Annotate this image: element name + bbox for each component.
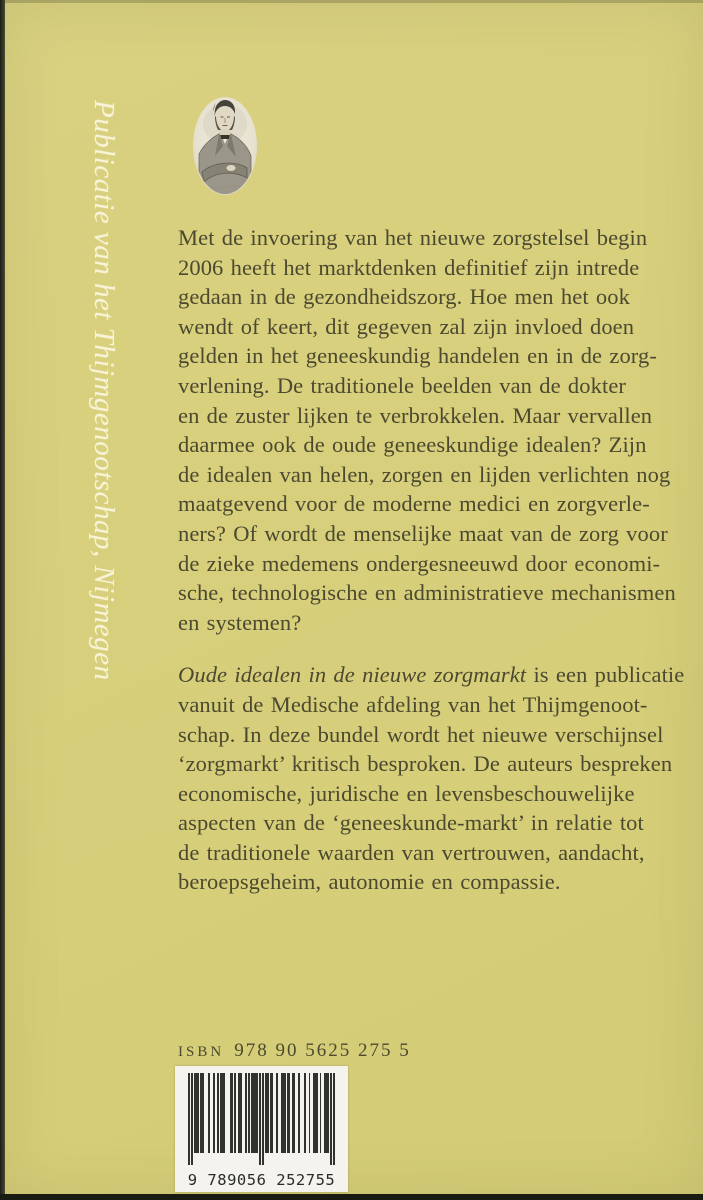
- barcode-bar: [197, 1073, 199, 1153]
- barcode-bar: [256, 1073, 258, 1153]
- barcode-bar: [248, 1073, 250, 1153]
- body-text-line: wendt of keert, dit gegeven zal zijn invloed doen: [178, 313, 635, 339]
- barcode-bar: [241, 1073, 243, 1153]
- body-text-line: vanuit de Medische afdeling van het Thijmgenoot-: [178, 691, 648, 717]
- isbn-label: ISBN: [178, 1044, 225, 1060]
- body-text-line: maatgevend voor de moderne medici en zorgverle-: [178, 491, 650, 517]
- blurb-paragraph-1: [178, 223, 676, 637]
- book-title-italic: Oude idealen in de nieuwe zorgmarkt: [178, 662, 527, 688]
- body-text-line: 2006 heeft het marktdenken definitief zijn intrede: [178, 254, 640, 280]
- barcode-bar: [259, 1073, 261, 1165]
- barcode-bar: [327, 1073, 329, 1153]
- barcode-bar: [188, 1073, 190, 1165]
- barcode: [175, 1066, 348, 1192]
- barcode-bar: [245, 1073, 247, 1153]
- barcode-bars: [188, 1073, 335, 1168]
- barcode-bar: [293, 1073, 295, 1153]
- barcode-bar: [316, 1073, 318, 1153]
- body-text-line: schap. In deze bundel wordt het nieuwe verschijnsel: [178, 721, 664, 747]
- body-text-line: ners? Of wordt de menselijke maat van de zorg voor: [178, 520, 668, 546]
- portrait-engraving-icon: [189, 94, 261, 200]
- barcode-bar: [320, 1073, 322, 1153]
- barcode-bar: [267, 1073, 269, 1153]
- barcode-number: 9 789056 252755: [187, 1171, 336, 1189]
- body-text-fragment: is een publicatie: [526, 662, 685, 688]
- photo-left-edge: [0, 0, 5, 1200]
- barcode-bar: [272, 1073, 274, 1153]
- barcode-bar: [289, 1073, 291, 1153]
- barcode-bar: [191, 1073, 193, 1165]
- barcode-bar: [224, 1073, 226, 1153]
- body-text-line: Met de invoering van het nieuwe zorgstelsel begin: [178, 225, 648, 250]
- body-text-line: gedaan in de gezondheidszorg. Hoe men het ook: [178, 284, 630, 310]
- barcode-bar: [202, 1073, 204, 1153]
- barcode-bar: [330, 1073, 332, 1165]
- barcode-bar: [262, 1073, 264, 1165]
- barcode-bar: [213, 1073, 215, 1153]
- body-text-line: ‘zorgmarkt’ kritisch besproken. De auteurs bespreken: [178, 751, 673, 777]
- body-text-line: economische, juridische en levensbeschouwelijke: [178, 780, 635, 806]
- barcode-bar: [298, 1073, 300, 1153]
- body-text-line: en systemen?: [178, 609, 302, 635]
- barcode-bar: [309, 1073, 311, 1153]
- isbn-line: [178, 1040, 411, 1062]
- body-text-line: en de zuster lijken te verbrokkelen. Maar vervallen: [178, 402, 653, 428]
- barcode-bar: [234, 1073, 236, 1153]
- photo-top-edge: [0, 0, 703, 3]
- photo-bottom-edge: [0, 1194, 703, 1200]
- body-text-line: gelden in het geneeskundig handelen en in de zorg-: [178, 343, 657, 369]
- isbn-number: 978 90 5625 275 5: [234, 1040, 411, 1061]
- barcode-bar: [304, 1073, 306, 1153]
- barcode-bar: [231, 1073, 233, 1153]
- body-text-line: verlening. De traditionele beelden van de dokter: [178, 372, 627, 398]
- barcode-bar: [284, 1073, 286, 1153]
- barcode-bar: [208, 1073, 210, 1153]
- body-text-line: aspecten van de ‘geneeskunde-markt’ in relatie tot: [178, 810, 644, 836]
- blurb-paragraph-2: [178, 660, 685, 897]
- barcode-bar: [333, 1073, 335, 1165]
- back-cover-blurb: [178, 223, 685, 897]
- barcode-bar: [276, 1073, 278, 1153]
- body-text-line: de zieke medemens ondergesneeuwd door economi-: [178, 550, 661, 576]
- body-text-line: de traditionele waarden van vertrouwen, aandacht,: [178, 839, 645, 865]
- body-text-line: daarmee ook de oude geneeskundige idealen? Zijn: [178, 432, 647, 458]
- body-text-line: de idealen van helen, zorgen en lijden verlichten nog: [178, 461, 671, 487]
- body-text-line: [178, 660, 685, 690]
- body-text-line: beroepsgeheim, autonomie en compassie.: [178, 869, 561, 895]
- barcode-bar: [217, 1073, 219, 1153]
- body-text-line: sche, technologische en administratieve mechanismen: [178, 580, 676, 606]
- publisher-spine-text: Publicatie van het Thijmgenootschap, Nijmegen: [88, 100, 120, 681]
